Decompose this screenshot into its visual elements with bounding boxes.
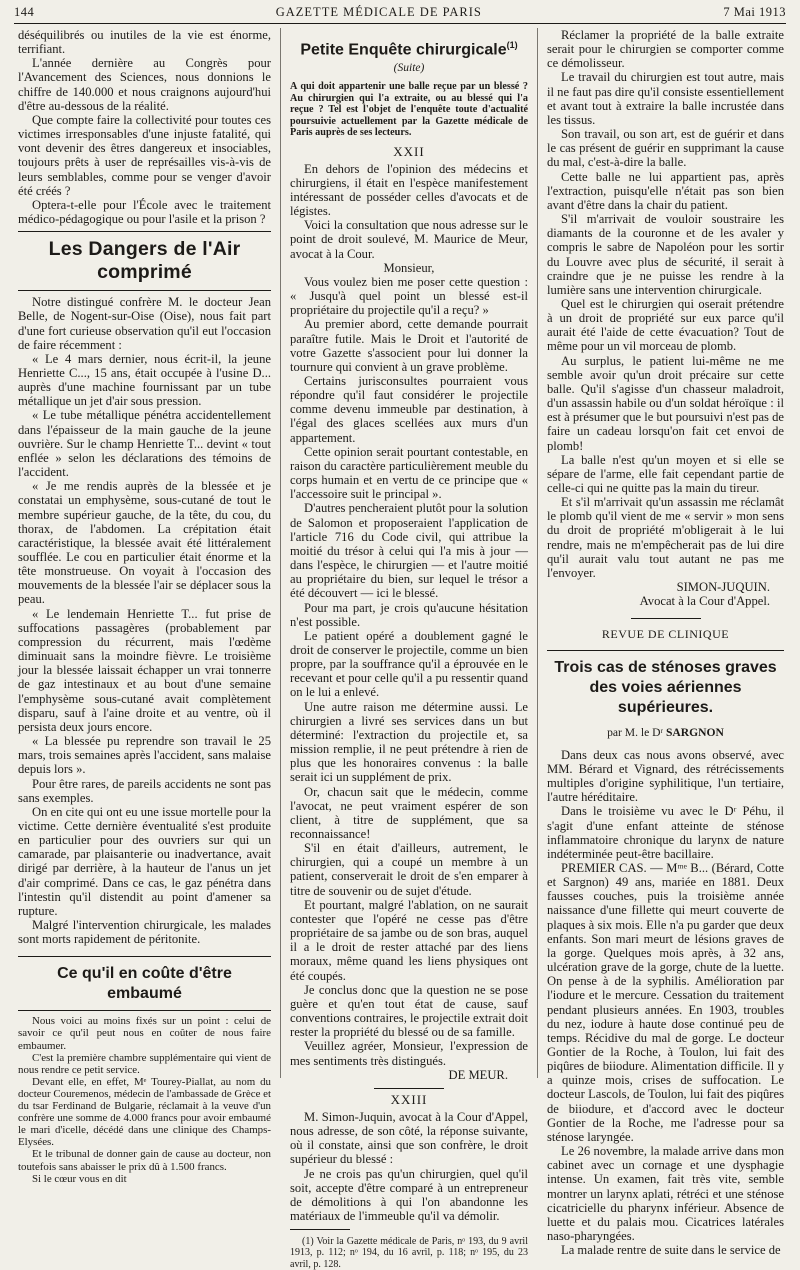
paragraph: Cette balle ne lui appartient pas, après l'extraction, puisqu'elle n'était pas son bien avant d'être dans la chair du patient.	[547, 169, 784, 212]
paragraph: Pour être rares, de pareils accidents ne sont pas sans exemples.	[18, 776, 271, 805]
paragraph: En dehors de l'opinion des médecins et chirurgiens, il était en l'espèce manifestement intéressant de posséder celles d'avocats et de légistes.	[290, 161, 528, 219]
footnote-marker: (1)	[506, 40, 518, 50]
header-rule	[14, 23, 786, 24]
paragraph: Malgré l'intervention chirurgicale, les malades sont morts rapidement de péritonite.	[18, 918, 271, 947]
paragraph: « Je me rendis auprès de la blessée et je constatai un emphysème, sous-cutané de tout le membre supérieur gauche, de la tête, du cou, du thorax, de l'abdomen. La crépitation était caractéristique, la blessée avait été littéralement soufflée. Le cou en particulier était énorme et la tête monstrueuse. On voyait à l'occasion des mouvements de la blessée l'air se déplacer sous la peau.	[18, 479, 271, 607]
paragraph: Certains jurisconsultes pourraient vous répondre qu'il faut considérer le projectile comme devenu immeuble par destination, à l'égal des glaces scellées aux murs d'un appartement.	[290, 374, 528, 445]
article-title-embaume: Ce qu'il en coûte d'être embaumé	[57, 965, 232, 1003]
section-divider	[18, 1010, 271, 1011]
section-divider	[18, 231, 271, 232]
paragraph: S'il m'arrivait de vouloir soustraire les diamants de la couronne et de les avaler y compris le sabre de Napoléon pour les sortir du Louvre avec plus de sécurité, il serait à craindre que je ne puisse les rendre à la lumière sans une intervention chirurgicale.	[547, 212, 784, 297]
rubric-title: REVUE DE CLINIQUE	[601, 627, 730, 642]
signature: DE MEUR.	[448, 1067, 508, 1082]
paragraph: Veuillez agréer, Monsieur, l'expression de mes sentiments très distingués.	[290, 1039, 528, 1068]
paragraph: Que compte faire la collectivité pour toutes ces victimes irresponsables d'une injuste fatalité, qui vont devenir des êtres dangereux et insociables, toujours prêts à user de représailles vis-à-vis de leurs semblables, comme pour se venger d'avoir été créés ?	[18, 112, 271, 198]
paragraph: Dans deux cas nous avons observé, avec MM. Bérard et Vignard, des rétrécissements multiples d'origine syphilitique, l'un tertiaire, l'autre héréditaire.	[547, 747, 784, 805]
column-2	[280, 28, 538, 1270]
paragraph: Le 26 novembre, la malade arrive dans mon cabinet avec un cornage et une dysphagie intense. Un examen, fait très vite, semble montrer un larynx aplati, rétréci et une sténose cicatricielle du pharynx inférieur. Absence de luette et du palais mou. Cicatrices latérales naso-pharyngées.	[547, 1144, 784, 1244]
paragraph: Le patient opéré a doublement gagné le droit de conserver le projectile, comme un bien propre, par la souffrance qu'il a éprouvée en le recevant et pour celle qu'il a pu ressentir quand on le lui a enlevé.	[290, 628, 528, 700]
byline	[547, 726, 784, 740]
paragraph: C'est la première chambre supplémentaire qui vient de nous rendre ce petit service.	[18, 1051, 271, 1076]
page-header	[14, 5, 786, 21]
paragraph: Une autre raison me détermine aussi. Le chirurgien a livré ses services dans un but déterminé: l'extraction du projectile et, sa mission remplie, il ne peut prétendre à rien de plus que les honoraires convenus : la balle serait ici un supplément de prix.	[290, 699, 528, 785]
page-number: 144	[14, 5, 35, 19]
paragraph: Quel est le chirurgien qui oserait prétendre à un droit de propriété sur eux parce qu'il aurait été l'aide de cette évacuation? Tout de même pour un vil morceau de plomb.	[547, 296, 784, 354]
paragraph: Et s'il m'arrivait qu'un assassin me réclamât le plomb qu'il vient de me « servir » mon sens du droit de propriété m'obligerait à le lui rendre, mais ne m'empêcherait pas de lui dire qu'il aurait valu tout autant ne pas me l'envoyer.	[547, 495, 784, 580]
article-title-enquete	[290, 35, 528, 60]
paragraph: Et le tribunal de donner gain de cause au docteur, non toutefois sans abaisser le prix dû à 1.500 francs.	[18, 1148, 271, 1173]
byline-prefix: par M. le Dʳ	[607, 725, 664, 739]
paragraph: La balle n'est qu'un moyen et si elle se sépare de l'arme, elle fait cependant partie de celle-ci qui ne quitte pas la main du tireur.	[547, 452, 784, 495]
article-title-dangers: Les Dangers de l'Air comprimé	[48, 238, 241, 284]
paragraph: La malade rentre de suite dans le service de	[561, 1243, 781, 1258]
paragraph: déséquilibrés ou inutiles de la vie est énorme, terrifiant.	[18, 28, 271, 57]
section-divider	[18, 290, 271, 291]
paragraph: Voici la consultation que nous adresse sur le point de droit soulevé, M. Maurice de Meur, avocat à la Cour.	[290, 218, 528, 261]
column-1	[14, 28, 280, 1185]
paragraph: Or, chacun sait que le médecin, comme l'avocat, ne peut vraiment espérer de son client, à titre de supplément, que sa reconnaissance!	[290, 784, 528, 842]
paragraph: Au surplus, le patient lui-même ne me semble avoir qu'un droit précaire sur cette balle. Qu'il s'agisse d'un chasseur maladroit, d'un assassin habile ou d'un soldat héroïque : il est à présumer que le but poursuivi n'est pas de faire un cadeau lorsqu'on fait cet envoi de plomb!	[547, 353, 784, 453]
paragraph: On en cite qui ont eu une issue mortelle pour la victime. Cette dernière éventualité s'est produite en particulier pour des ouvriers sur qui un camarade, par plaisanterie ou inadvertance, avait dirigé par derrière, à la hauteur de l'anus un jet d'air comprimé. Dans ce cas, le gaz pénétra dans l'intestin qu'il distendit au point d'amener sa rupture.	[18, 804, 271, 918]
paragraph: Si le cœur vous en dit	[32, 1172, 127, 1185]
section-divider	[18, 956, 271, 957]
footnote: (1) Voir la Gazette médicale de Paris, nᵒ 193, du 9 avril 1913, p. 112; nᵒ 194, du 16 avril, p. 118; nᵒ 195, du 23 avril, p. 128.	[290, 1236, 528, 1270]
embaume-body	[18, 1015, 271, 1184]
paragraph: Le travail du chirurgien est tout autre, mais il ne faut pas dire qu'il consiste essentiellement et avant tout à extraire la balle incrustée dans les tissus.	[547, 70, 784, 127]
paragraph: Réclamer la propriété de la balle extraite serait pour le chirurgien se comporter comme ce démolisseur.	[547, 28, 784, 71]
paragraph: « Le tube métallique pénétra accidentellement dans l'épaisseur de la main gauche de la jeune ouvrière. Sur le champ Henriette T... devint « tout enflée » selon les déclarations des témoins de l'accident.	[18, 408, 271, 480]
paragraph: Au premier abord, cette demande pourrait paraître futile. Mais le Droit et l'autorité de votre Gazette s'associent pour lui donner la tournure qui convient à un grave problème.	[290, 317, 528, 374]
footnote-divider	[290, 1229, 350, 1230]
paragraph: S'il en était d'ailleurs, autrement, le chirurgien, qui a coupé un membre à un patient, conserverait le droit de s'en emparer à titre de souvenir ou de sujet d'étude.	[290, 841, 528, 898]
paragraph: Cette opinion serait pourtant contestable, en raison du caractère particulièrement meuble du corps humain et en vertu de ce principe que « l'accessoire suit le principal ».	[290, 444, 528, 502]
author-name: SARGNON	[665, 725, 724, 739]
paragraph: « La blessée pu reprendre son travail le 25 mars, trois semaines après l'accident, sans malaise depuis lors ».	[18, 734, 271, 777]
section-divider	[631, 618, 701, 619]
paragraph: Son travail, ou son art, est de guérir et dans le cas présent de guérir en supprimant la cause du mal, c'est-à-dire la balle.	[547, 127, 784, 170]
article-title-stenoses: Trois cas de sténoses graves des voies aériennes supérieures.	[554, 658, 777, 716]
section-number: XXIII	[390, 1091, 428, 1107]
columns	[14, 28, 786, 1270]
paragraph: Nous voici au moins fixés sur un point : celui de savoir ce qu'il peut nous en coûter de nous faire embaumer.	[18, 1015, 271, 1052]
article-subtitle: (Suite)	[393, 62, 425, 75]
paragraph: D'autres pencheraient plutôt pour la solution de Salomon et proposeraient l'application de l'article 716 du Code civil, qui attribue la moitié du trésor à celui qui l'a mis à jour — dans l'espèce, le chirurgien — et l'autre moitié au propriétaire du bien, sur lequel le trésor a été découvert — ici le blessé.	[290, 501, 528, 601]
signature-name: SIMON-JUQUIN.	[676, 580, 770, 595]
signature-title: Avocat à la Cour d'Appel.	[639, 594, 770, 609]
paragraph: Devant elle, en effet, Mᵉ Tourey-Piallat, au nom du docteur Couremenos, médecin de l'ambassade de Grèce et du tsar Ferdinand de Bulgarie, réclamait à la veuve d'un confrère une somme de 4.000 francs pour avoir embaumé le mari d'icelle, décédé dans une clinique des Champs-Elysées.	[18, 1075, 271, 1149]
paragraph: Vous voulez bien me poser cette question : « Jusqu'à quel point un blessé est-il propriétaire du projectile qu'il a reçu? »	[290, 274, 528, 318]
issue-date: 7 Mai 1913	[723, 5, 786, 19]
paragraph: Dans le troisième vu avec le Dʳ Péhu, il s'agit d'une enfant atteinte de sténose inflammatoire chronique du larynx de nature indéterminée peut-être bacillaire.	[547, 804, 784, 861]
article-lead: A qui doit appartenir une balle reçue par un blessé ? Au chirurgien qui l'a extraite, ou au blessé qui l'a reçue ? Tel est l'objet de l'enquête toute d'actualité poursuivie actuellement par la Gazette médicale de Paris auprès de ses lecteurs.	[290, 81, 528, 139]
section-number: XXII	[393, 143, 425, 159]
paragraph: « Le lendemain Henriette T... fut prise de suffocations passagères (probablement par compression du récurrent, mais l'œdème diminuait sans la moindre fièvre. Le troisième jour la blessée laissait échapper un vrai tonnerre de gaz intestinaux et au bout d'une semaine l'emphysème sous-cutané avait complètement disparu, sauf à l'aine droite et au ventre, où il persista deux jours encore.	[18, 606, 271, 734]
paragraph: Notre distingué confrère M. le docteur Jean Belle, de Nogent-sur-Oise (Oise), nous fait part d'une fort curieuse observation qu'il eut l'occasion de faire récemment :	[18, 295, 271, 352]
paragraph: Je ne crois pas qu'un chirurgien, quel qu'il soit, accepte d'être comparé à un entrepreneur de démolitions à qui l'on abandonne les matériaux de l'immeuble qu'il va démolir.	[290, 1166, 528, 1224]
paragraph: L'année dernière au Congrès pour l'Avancement des Sciences, nous donnions le chiffre de 140.000 et nous craignons aujourd'hui d'être au-dessous de la réalité.	[18, 56, 271, 113]
paragraph: Et pourtant, malgré l'ablation, on ne saurait contester que l'opéré ne cesse pas d'être propriétaire de sa jambe ou de son bras, auquel il a le droit de rester attaché par des liens moraux, même quand les liens physiques ont été coupés.	[290, 897, 528, 983]
paragraph: Je conclus donc que la question ne se pose guère et qu'en tout état de cause, sauf conventions contraires, le projectile extrait doit rester la propriété du blessé ou de sa famille.	[290, 982, 528, 1040]
section-divider	[374, 1088, 444, 1089]
journal-title: GAZETTE MÉDICALE DE PARIS	[275, 5, 482, 19]
paragraph: Pour ma part, je crois qu'aucune hésitation n'est possible.	[290, 600, 528, 629]
paragraph: Optera-t-elle pour l'École avec le traitement médico-pédagogique ou pour l'asile et la prison ?	[18, 197, 271, 227]
paragraph: « Le 4 mars dernier, nous écrit-il, la jeune Henriette C..., 15 ans, était occupée à l'usine D... auprès d'une machine fournissant par un tube métallique un jet d'air sous pression.	[18, 351, 271, 409]
salutation: Monsieur,	[383, 260, 435, 275]
column-3	[538, 28, 786, 1258]
section-divider	[547, 650, 784, 651]
paragraph: PREMIER CAS. — Mᵐᵉ B... (Bérard, Cotte et Sargnon) 49 ans, mariée en 1881. Deux fausses couches, puis la troisième année naissance d'une fillette qui meurt couverte de plaques à six mois. Elle n'a pu garder que deux enfants. Son mari meurt de lésions graves de la gorge. Quelques mois après, à 32 ans, ulcération grave de la gorge, chute de la luette. On pense à de la syphilis. Amélioration par l'iodure et le mercure. Cessation du traitement pendant plusieurs années. En 1903, troubles du nez, iodure à haute dose continué peu de temps. Récidive du mal de gorge. Le docteur Gontier de la Roche, à Toulon, lui fait des piqûres de biiodure. Alimentation difficile. Il y a quinze mois, crises de suffocation. Le docteur Lascols, de Toulon, lui fait des piqûres de biiodure, et d'accord avec le docteur Gontier de la Roche, me l'adresse pour sa sténose laryngée.	[547, 860, 784, 1144]
paragraph: M. Simon-Juquin, avocat à la Cour d'Appel, nous adresse, de son côté, la réponse suivante, où il constate, ainsi que son confrère, le droit supérieur du blessé :	[290, 1109, 528, 1167]
enquete-title-text: Petite Enquête chirurgicale	[300, 41, 507, 59]
